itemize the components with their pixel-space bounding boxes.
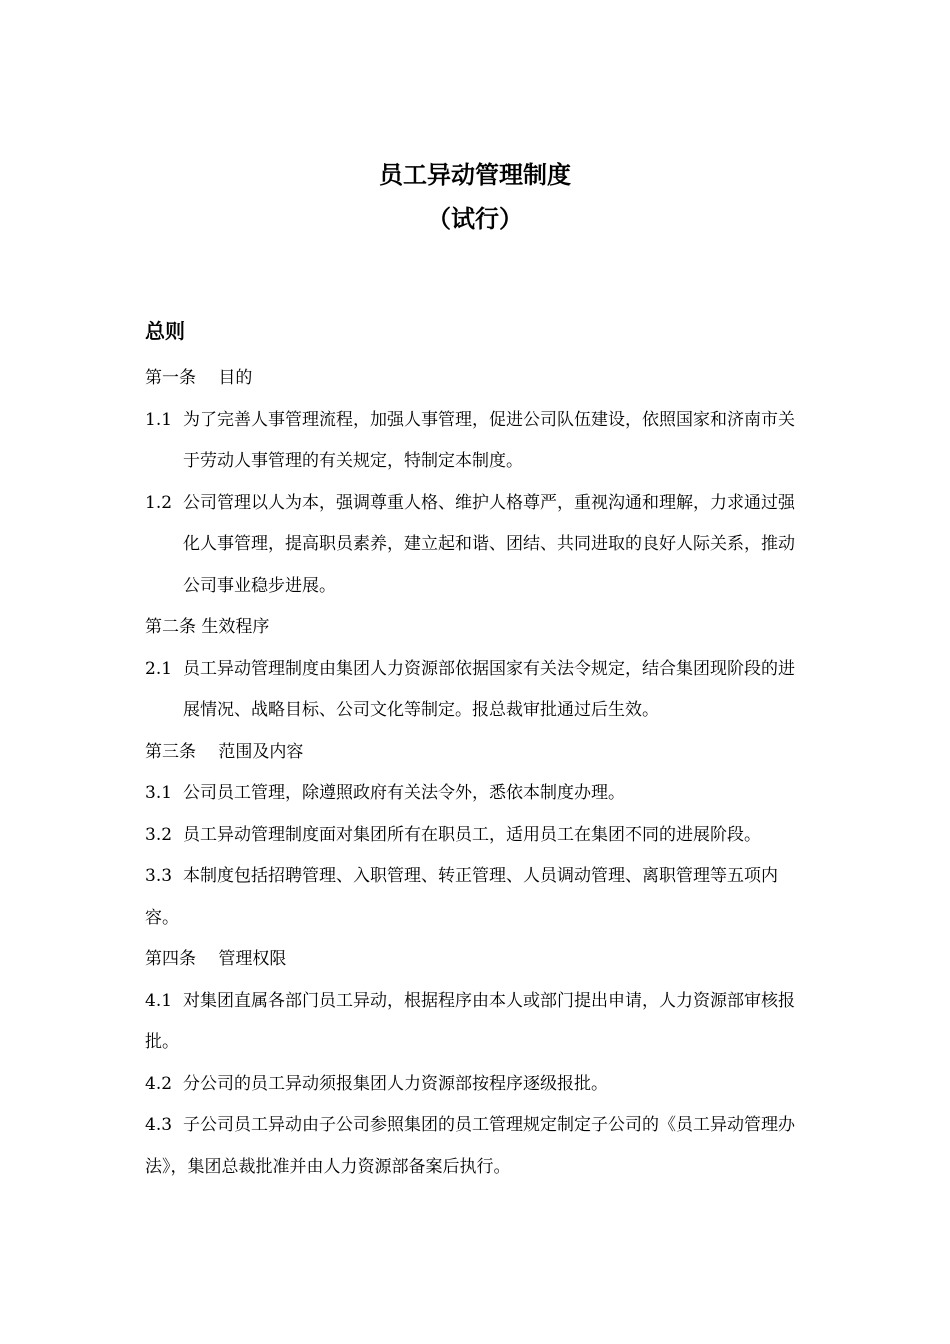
clause-text: 员工异动管理制度面对集团所有在职员工，适用员工在集团不同的进展阶段。 xyxy=(183,824,761,845)
clause-item xyxy=(145,815,810,857)
clause-text: 员工异动管理制度由集团人力资源部依据国家有关法令规定，结合集团现阶段的进展情况、战略目标、公司文化等制定。报总裁审批通过后生效。 xyxy=(183,658,795,720)
clause-number: 4.3 xyxy=(145,1115,173,1135)
clause-item xyxy=(145,1105,810,1188)
clause-text: 公司员工管理，除遵照政府有关法令外，悉依本制度办理。 xyxy=(183,783,625,803)
clause-item xyxy=(145,483,810,608)
clause-item xyxy=(145,400,810,483)
clause-number: 4.2 xyxy=(145,1073,173,1094)
clause-text: 子公司员工异动由子公司参照集团的员工管理规定制定子公司的《员工异动管理办法》，集团总裁批准并由人力资源部备案后执行。 xyxy=(145,1115,795,1177)
clause-text: 对集团直属各部门员工异动，根据程序由本人或部门提出申请，人力资源部审核报批。 xyxy=(145,990,795,1052)
clause-number: 3.3 xyxy=(145,866,173,886)
document-title: 员工异动管理制度 xyxy=(379,161,571,189)
clause-text: 公司管理以人为本，强调尊重人格、维护人格尊严，重视沟通和理解，力求通过强化人事管理，提高职员素养，建立起和谐、团结、共同进取的良好人际关系，推动公司事业稳步进展。 xyxy=(183,492,795,596)
clause-number: 1.1 xyxy=(145,409,173,430)
clause-number: 4.1 xyxy=(145,990,173,1011)
clause-item xyxy=(145,649,810,732)
document-subtitle: （试行） xyxy=(427,205,523,233)
clause-item xyxy=(145,856,810,939)
clause-text: 本制度包括招聘管理、入职管理、转正管理、人员调动管理、离职管理等五项内容。 xyxy=(145,866,778,928)
clause-item xyxy=(145,981,810,1064)
clause-item xyxy=(145,1064,810,1106)
clause-text: 为了完善人事管理流程，加强人事管理，促进公司队伍建设，依照国家和济南市关于劳动人事管理的有关规定，特制定本制度。 xyxy=(183,409,795,471)
article-heading: 第四条 管理权限 xyxy=(145,949,287,969)
clause-number: 1.2 xyxy=(145,492,173,513)
article-heading: 第三条 范围及内容 xyxy=(145,741,304,762)
clause-number: 2.1 xyxy=(145,658,173,679)
article-heading: 第二条 生效程序 xyxy=(145,617,270,637)
clause-item xyxy=(145,773,810,815)
document-body xyxy=(145,358,810,1188)
clause-text: 分公司的员工异动须报集团人力资源部按程序逐级报批。 xyxy=(183,1073,608,1094)
clause-number: 3.2 xyxy=(145,824,173,845)
article-heading: 第一条 目的 xyxy=(145,368,253,388)
section-heading: 总则 xyxy=(145,319,185,343)
clause-number: 3.1 xyxy=(145,783,173,803)
